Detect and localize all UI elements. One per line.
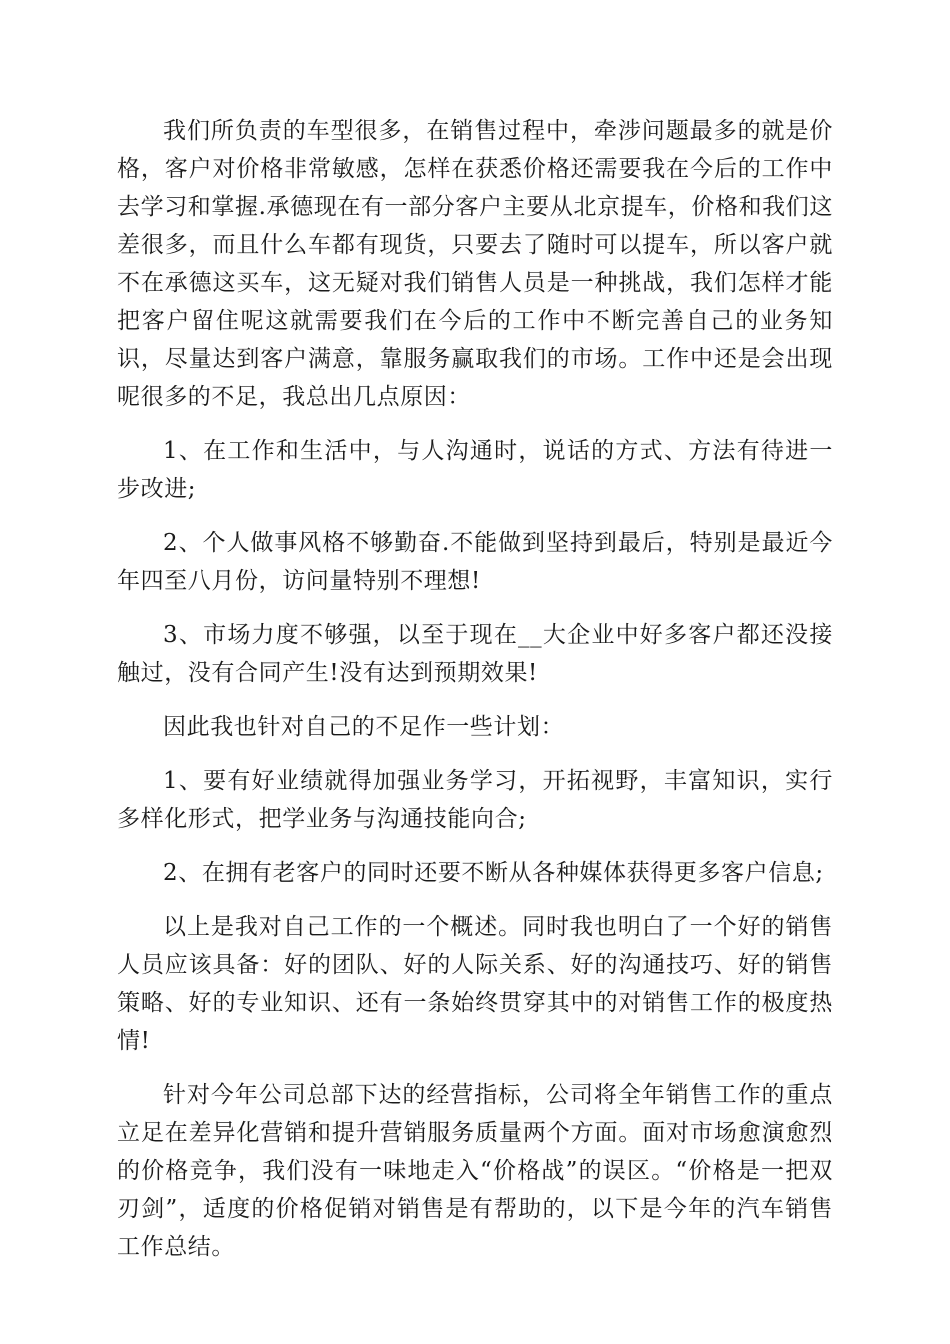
paragraph-plan-intro: 因此我也针对自己的不足作一些计划： <box>163 714 565 740</box>
paragraph-plan-2: 2、在拥有老客户的同时还要不断从各种媒体获得更多客户信息; <box>163 860 824 886</box>
paragraph-price-challenge: 我们所负责的车型很多，在销售过程中，牵涉问题最多的就是价格，客户对价格非常敏感，怎样在获悉价格还需要我在今后的工作中去学习和掌握.承德现在有一部分客户主要从北京提车，价格和我们这差很多，而且什么车都有现货，只要去了随时可以提车，所以客户就不在承德这买车，这无疑对我们销售人员是一种挑战，我们怎样才能把客户留住呢这就需要我们在今后的工作中不断完善自己的业务知识，尽量达到客户满意，靠服务赢取我们的市场。工作中还是会出现呢很多的不足，我总出几点原因： <box>117 118 833 410</box>
paragraph-reason-1: 1、在工作和生活中，与人沟通时，说话的方式、方法有待进一步改进; <box>117 438 833 502</box>
document-body <box>117 112 833 1282</box>
paragraph-reason-3: 3、市场力度不够强，以至于现在__大企业中好多客户都还没接触过，没有合同产生!没有达到预期效果! <box>117 622 833 686</box>
paragraph-plan-1: 1、要有好业绩就得加强业务学习，开拓视野，丰富知识，实行多样化形式，把学业务与沟通技能向合; <box>117 768 833 832</box>
paragraph-summary: 以上是我对自己工作的一个概述。同时我也明白了一个好的销售人员应该具备：好的团队、好的人际关系、好的沟通技巧、好的销售策略、好的专业知识、还有一条始终贯穿其中的对销售工作的极度热情! <box>117 914 833 1054</box>
paragraph-reason-2: 2、个人做事风格不够勤奋.不能做到坚持到最后，特别是最近今年四至八月份，访问量特别不理想! <box>117 530 833 594</box>
paragraph-annual-strategy: 针对今年公司总部下达的经营指标，公司将全年销售工作的重点立足在差异化营销和提升营销服务质量两个方面。面对市场愈演愈烈的价格竞争，我们没有一味地走入“价格战”的误区。“价格是一把双刃剑”，适度的价格促销对销售是有帮助的，以下是今年的汽车销售工作总结。 <box>117 1082 833 1260</box>
